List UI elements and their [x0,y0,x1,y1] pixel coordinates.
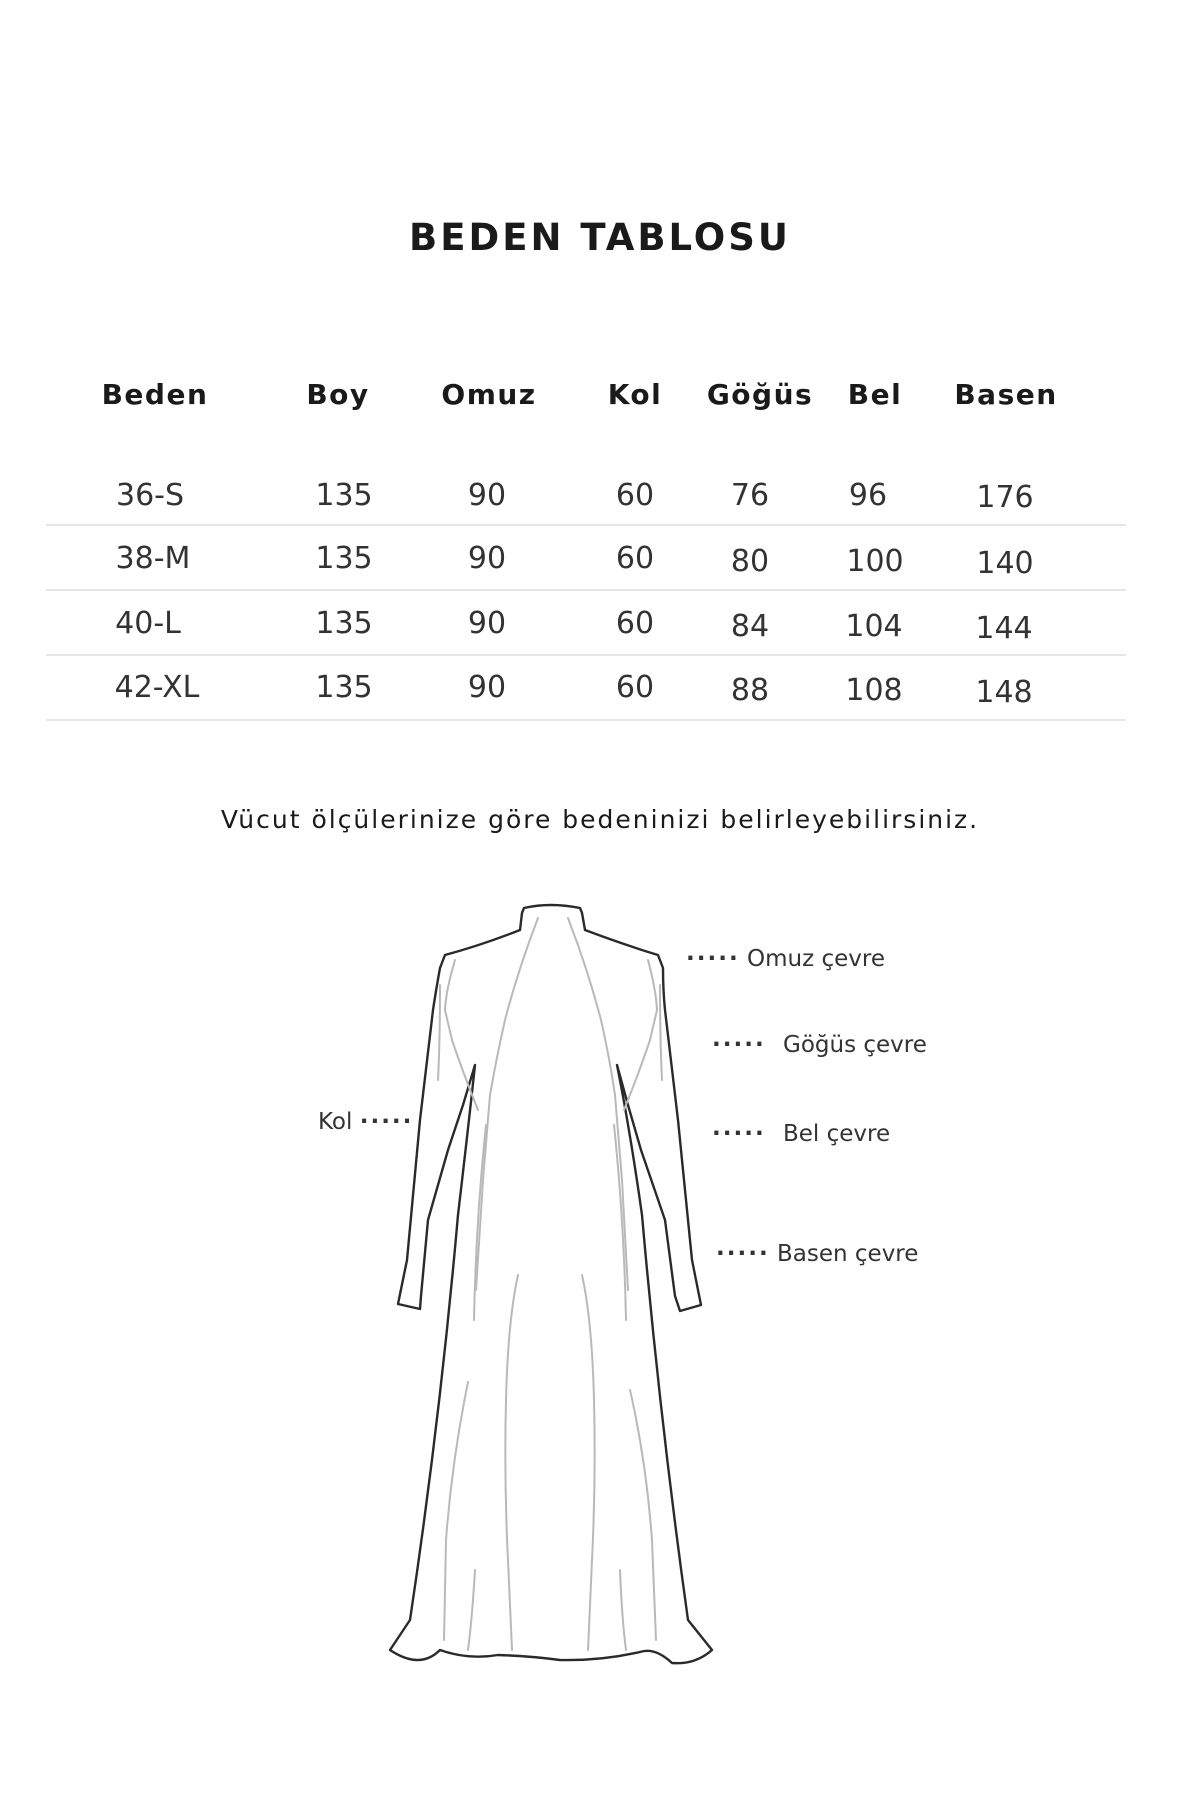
table-cell: 90 [467,670,507,705]
label-waist-text: Bel çevre [783,1121,891,1147]
table-cell: 42-XL [114,670,200,705]
leader-dots: ····· [716,1241,770,1267]
table-cell: 135 [315,478,373,513]
table-cell: 60 [615,670,655,705]
table-cell: 60 [615,606,655,641]
label-hip [716,1241,918,1267]
header-boy: Boy [306,378,370,411]
table-cell: 135 [315,541,373,576]
header-gogus: Göğüs [706,378,814,411]
header-bel: Bel [847,378,903,411]
table-cell: 100 [846,544,904,579]
leader-dots: ····· [686,946,740,972]
table-cell: 36-S [115,478,185,513]
table-cell: 60 [615,478,655,513]
table-cell: 96 [848,478,888,513]
label-shoulder-text: Omuz çevre [747,946,885,972]
header-basen: Basen [954,378,1058,411]
leader-dots: ····· [359,1109,414,1135]
header-omuz: Omuz [441,378,537,411]
label-chest-text: Göğüs çevre [783,1032,927,1058]
table-cell: 88 [730,673,770,708]
header-kol: Kol [607,378,663,411]
table-cell: 144 [975,611,1033,646]
label-shoulder [686,946,885,972]
table-cell: 135 [315,670,373,705]
leader-dots: ····· [712,1032,766,1058]
table-cell: 90 [467,606,507,641]
label-waist [712,1121,890,1147]
label-sleeve-text: Kol [318,1109,353,1135]
table-cell: 84 [730,609,770,644]
table-cell: 104 [845,609,903,644]
table-cell: 108 [845,673,903,708]
label-hip-text: Basen çevre [777,1241,919,1267]
label-sleeve [318,1109,413,1135]
page-title: BEDEN TABLOSU [409,216,791,259]
table-cell: 60 [615,541,655,576]
dress-seams [438,918,662,1650]
leader-dots: ····· [712,1121,766,1147]
table-cell: 90 [467,541,507,576]
table-cell: 176 [976,480,1034,515]
table-cell: 76 [730,478,770,513]
table-cell: 38-M [115,541,191,576]
fit-note: Vücut ölçülerinize göre bedeninizi belirleyebilirsiniz. [220,805,980,834]
table-cell: 40-L [115,606,181,641]
header-beden: Beden [101,378,209,411]
table-cell: 90 [467,478,507,513]
table-cell: 140 [976,546,1034,581]
table-cell: 148 [975,675,1033,710]
label-chest [712,1032,927,1058]
table-cell: 135 [315,606,373,641]
dress-outline [390,905,712,1663]
table-cell: 80 [730,544,770,579]
